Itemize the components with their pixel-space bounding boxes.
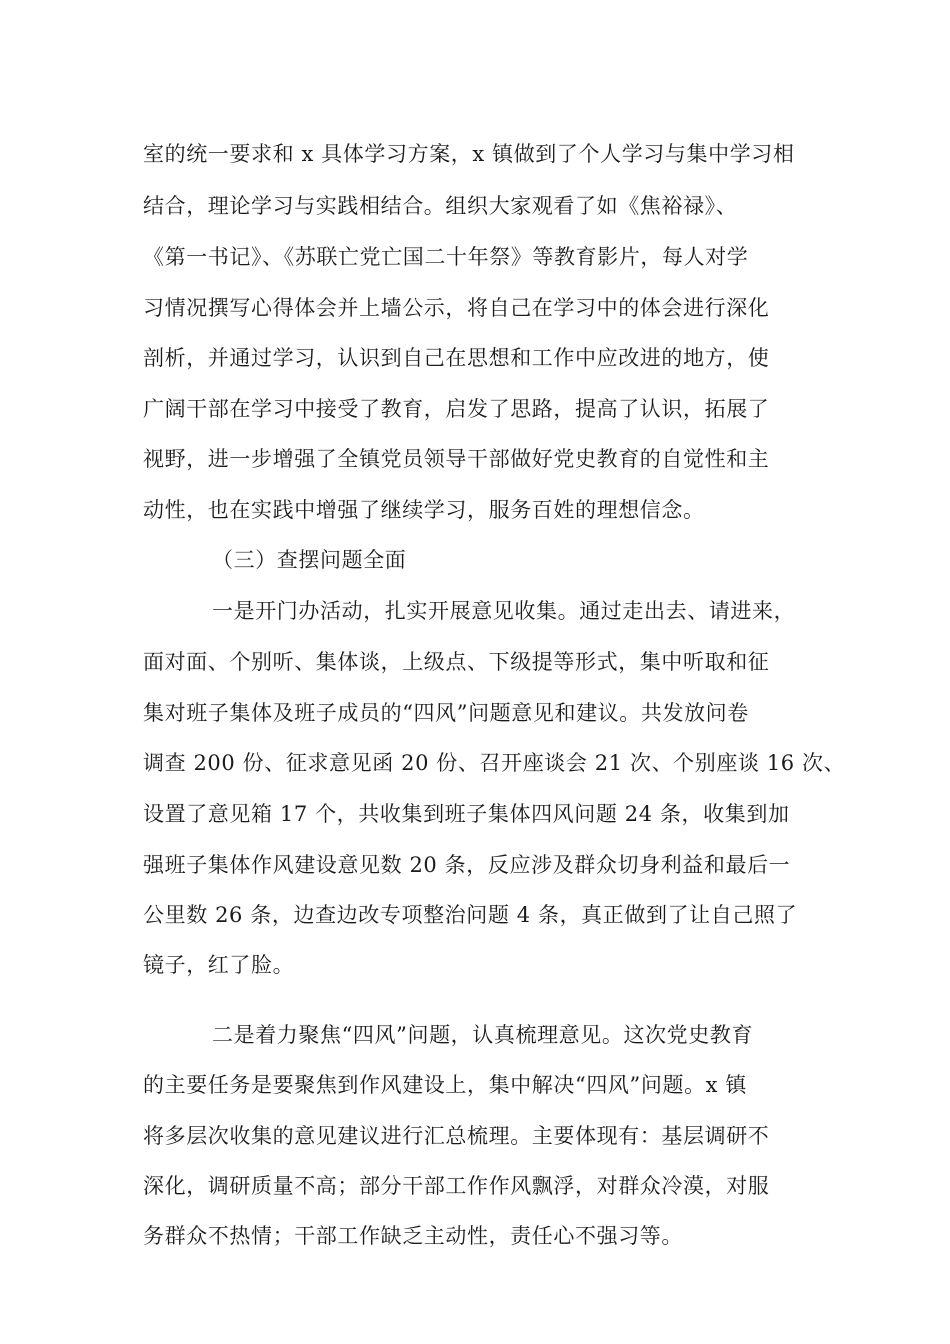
paragraph-line: 调查 200 份、征求意见函 20 份、召开座谈会 21 次、个别座谈 16 次、 (143, 751, 846, 775)
paragraph-line: 动性，也在实践中增强了继续学习，服务百姓的理想信念。 (143, 498, 705, 522)
paragraph-line: 强班子集体作风建设意见数 20 条，反应涉及群众切身利益和最后一 (143, 853, 791, 877)
section-heading: （三）查摆问题全面 (212, 548, 407, 572)
paragraph-line: 设置了意见箱 17 个，共收集到班子集体四风问题 24 条，收集到加 (143, 802, 790, 826)
paragraph-line: 镜子，红了脸。 (143, 953, 295, 977)
paragraph-line: 务群众不热情；干部工作缺乏主动性，责任心不强习等。 (143, 1224, 683, 1248)
paragraph-first-line: 一是开门办活动，扎实开展意见收集。通过走出去、请进来， (212, 599, 796, 623)
paragraph-line: 《第一书记》、《苏联亡党亡国二十年祭》等教育影片，每人对学 (143, 245, 749, 269)
paragraph-line: 视野，进一步增强了全镇党员领导干部做好党史教育的自觉性和主 (143, 447, 770, 471)
paragraph-line: 室的统一要求和 x 具体学习方案，x 镇做到了个人学习与集中学习相 (143, 142, 795, 166)
paragraph-line: 广阔干部在学习中接受了教育，启发了思路，提高了认识，拓展了 (143, 397, 770, 421)
paragraph-line: 将多层次收集的意见建议进行汇总梳理。主要体现有：基层调研不 (143, 1124, 770, 1148)
paragraph-line: 深化，调研质量不高；部分干部工作作风飘浮，对群众冷漠，对服 (143, 1174, 770, 1198)
paragraph-line: 面对面、个别听、集体谈，上级点、下级提等形式，集中听取和征 (143, 650, 770, 674)
paragraph-line: 的主要任务是要聚焦到作风建设上，集中解决“四风”问题。x 镇 (143, 1073, 747, 1097)
paragraph-line: 剖析，并通过学习，认识到自己在思想和工作中应改进的地方，使 (143, 346, 770, 370)
paragraph-line: 集对班子集体及班子成员的“四风”问题意见和建议。共发放问卷 (143, 701, 749, 725)
paragraph-line: 习情况撰写心得体会并上墙公示，将自己在学习中的体会进行深化 (143, 296, 770, 320)
paragraph-line: 结合，理论学习与实践相结合。组织大家观看了如《焦裕禄》、 (143, 194, 738, 218)
paragraph-first-line: 二是着力聚焦“四风”问题，认真梳理意见。这次党史教育 (212, 1023, 754, 1047)
paragraph-line: 公里数 26 条，边查边改专项整治问题 4 条，真正做到了让自己照了 (143, 903, 798, 927)
